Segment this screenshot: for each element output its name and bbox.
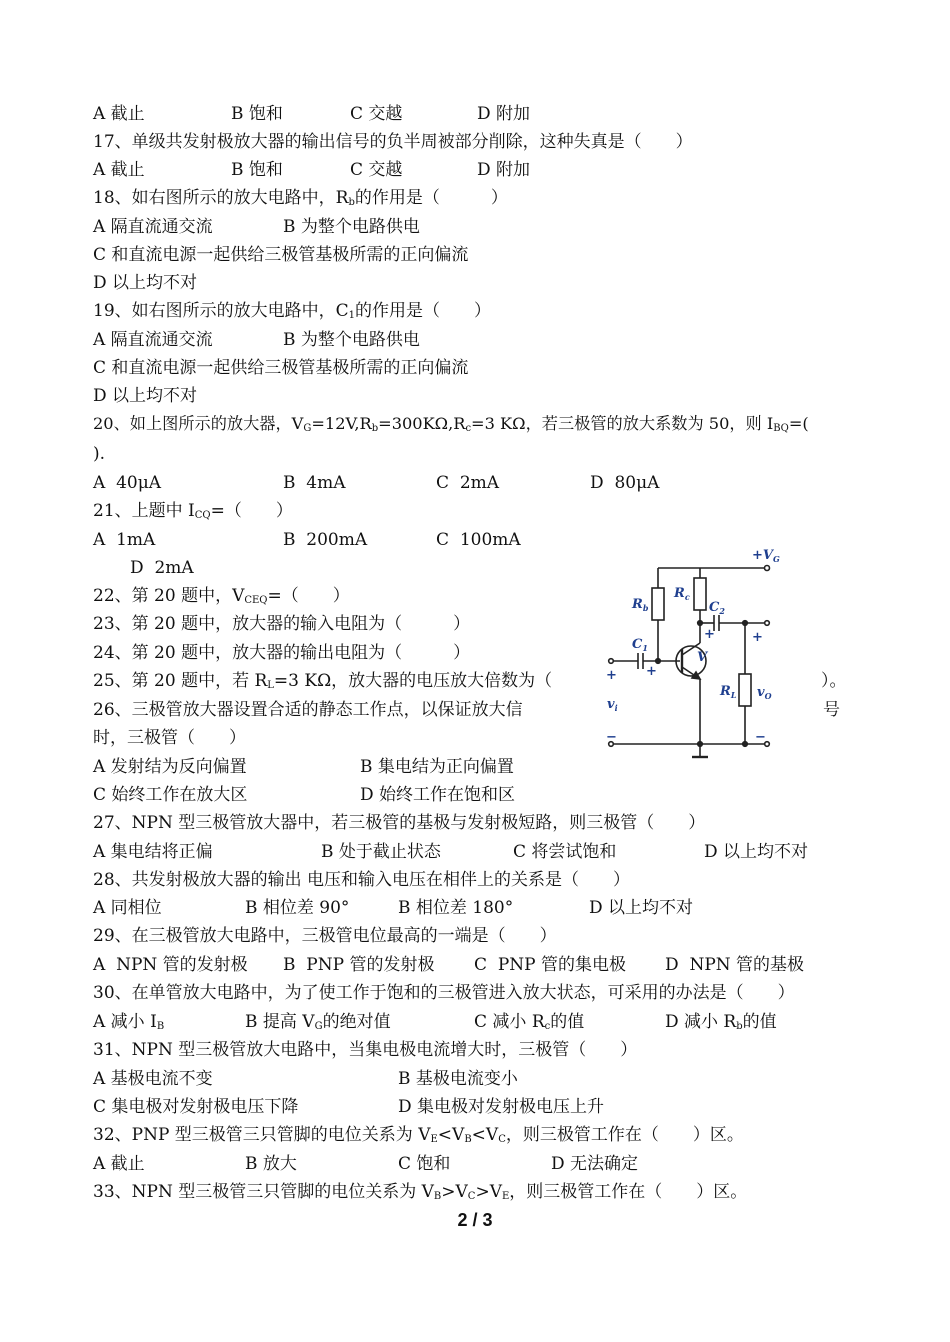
options-line xyxy=(93,326,420,354)
options-line xyxy=(93,894,694,922)
question-20-end: ). xyxy=(93,444,106,464)
option-b: B 200mA xyxy=(283,530,368,550)
question-29: 29、在三极管放大电路中，三极管电位最高的一端是（ ） xyxy=(93,926,557,946)
option-a: A 基极电流不变 xyxy=(93,1069,213,1089)
option-c: C 减小 $R_c$的值 xyxy=(474,1012,585,1032)
option-d: D 无法确定 xyxy=(551,1154,639,1174)
question-26: 26、三极管放大器设置合适的静态工作点，以保证放大信 号 xyxy=(93,700,840,720)
options-line xyxy=(93,213,420,241)
option-b: B PNP 管的发射极 xyxy=(283,955,435,975)
option-d: D 始终工作在饱和区 xyxy=(360,785,516,805)
option-c: C 交越 xyxy=(350,160,403,180)
label-c2: $C_2$ xyxy=(709,600,725,616)
options-line xyxy=(93,469,660,497)
page-number: 2 / 3 xyxy=(457,1210,493,1230)
option-a: A 减小 $I_B$ xyxy=(93,1012,165,1032)
options-line xyxy=(93,951,805,979)
question-24: 24、第 20 题中，放大器的输出电阻为（ ） xyxy=(93,643,471,663)
label-rb: $R_b$ xyxy=(632,597,649,613)
question-26-end: 时，三极管（ ） xyxy=(93,728,246,748)
option-b: B 相位差 90° xyxy=(245,898,350,918)
option-b: B 为整个电路供电 xyxy=(283,217,420,237)
options-line xyxy=(93,781,516,809)
options-line xyxy=(93,753,514,781)
input-minus-sign: − xyxy=(606,730,617,745)
option-d: D 以上均不对 xyxy=(589,898,694,918)
options-line xyxy=(93,1093,605,1121)
label-rc: $R_c$ xyxy=(674,586,690,602)
option-b: B 提高 $V_G$的绝对值 xyxy=(245,1012,391,1032)
question-18: 18、如右图所示的放大电路中，$R_b$的作用是（ ） xyxy=(93,188,508,208)
option-a: A 截止 xyxy=(93,104,145,124)
options-line xyxy=(93,1008,777,1036)
option-b: B 饱和 xyxy=(231,160,283,180)
options-line xyxy=(93,100,531,128)
question-21: 21、上题中 $I_{CQ}=$（ ） xyxy=(93,501,293,521)
option-c: C PNP 管的集电极 xyxy=(474,955,626,975)
label-c1: $C_1$ xyxy=(632,637,648,653)
option-d: D 集电极对发射极电压上升 xyxy=(398,1097,605,1117)
option-b: B 处于截止状态 xyxy=(321,842,441,862)
label-vi: $v_i$ xyxy=(607,697,618,713)
question-33: 33、NPN 型三极管三只管脚的电位关系为 $V_B>V_C>V_E$，则三极管工作在（ ）区。 xyxy=(93,1182,748,1202)
question-23: 23、第 20 题中，放大器的输入电阻为（ ） xyxy=(93,614,471,634)
c2-plus-sign: + xyxy=(704,627,715,642)
options-line xyxy=(93,156,531,184)
options-line xyxy=(93,838,809,866)
option-d: D 附加 xyxy=(477,104,531,124)
option-b: B 4mA xyxy=(283,473,346,493)
question-17: 17、单级共发射极放大器的输出信号的负半周被部分削除，这种失真是（ ） xyxy=(93,132,693,152)
option-a: A 截止 xyxy=(93,160,145,180)
question-25: 25、第 20 题中，若 $R_L=3$ KΩ，放大器的电压放大倍数为（ ）。 xyxy=(93,671,847,691)
option-c: C 集电极对发射极电压下降 xyxy=(93,1097,299,1117)
option-d: D 减小 $R_b$的值 xyxy=(665,1012,777,1032)
option-a: A 1mA xyxy=(93,530,156,550)
rl-resistor xyxy=(739,674,751,706)
output-minus-sign: − xyxy=(755,730,766,745)
question-27: 27、NPN 型三极管放大器中，若三极管的基极与发射极短路，则三极管（ ） xyxy=(93,813,706,833)
option-a: A 隔直流通交流 xyxy=(93,217,213,237)
question-19: 19、如右图所示的放大电路中，$C_1$的作用是（ ） xyxy=(93,301,492,321)
options-line xyxy=(93,1150,639,1178)
option-d: D NPN 管的基极 xyxy=(665,955,805,975)
input-plus-sign: + xyxy=(606,668,617,683)
option-a: A NPN 管的发射极 xyxy=(93,955,248,975)
c1-plus-sign: + xyxy=(646,664,657,679)
label-v: V xyxy=(697,650,708,665)
option-b: B 为整个电路供电 xyxy=(283,330,420,350)
option-c: C 100mA xyxy=(436,530,521,550)
question-22: 22、第 20 题中，$V_{CEQ}=$（ ） xyxy=(93,586,350,606)
option-d: D 80μA xyxy=(590,473,660,493)
options-line xyxy=(93,526,521,554)
option-c-line: C 和直流电源一起供给三极管基极所需的正向偏流 xyxy=(93,358,469,378)
option-a: A 发射结为反向偏置 xyxy=(93,757,247,777)
option-a: A 隔直流通交流 xyxy=(93,330,213,350)
question-31: 31、NPN 型三极管放大电路中，当集电极电流增大时，三极管（ ） xyxy=(93,1040,638,1060)
option-b: B 饱和 xyxy=(231,104,283,124)
amplifier-circuit-diagram xyxy=(600,545,795,760)
option-d-line: D 以上均不对 xyxy=(93,273,198,293)
option-d-line: D 以上均不对 xyxy=(93,386,198,406)
option-a: A 40μA xyxy=(93,473,162,493)
option-a: A 截止 xyxy=(93,1154,145,1174)
option-c: C 2mA xyxy=(436,473,500,493)
options-line xyxy=(93,1065,518,1093)
option-a: A 集电结将正偏 xyxy=(93,842,213,862)
rb-resistor xyxy=(652,588,664,620)
option-c: B 相位差 180° xyxy=(398,898,514,918)
option-b: B 集电结为正向偏置 xyxy=(360,757,514,777)
option-c: C 将尝试饱和 xyxy=(513,842,617,862)
option-b: B 放大 xyxy=(245,1154,297,1174)
supply-terminal xyxy=(765,566,770,571)
option-c-line: C 和直流电源一起供给三极管基极所需的正向偏流 xyxy=(93,245,469,265)
question-30: 30、在单管放大电路中，为了使工作于饱和的三极管进入放大状态，可采用的办法是（ ） xyxy=(93,983,795,1003)
option-c: C 始终工作在放大区 xyxy=(93,785,248,805)
rc-resistor xyxy=(694,578,706,610)
label-vg: $+V_G$ xyxy=(752,548,780,564)
question-20: 20、如上图所示的放大器，$V_G=12V,R_b=300K\Omega,R_c=3$ KΩ，若三极管的放大系数为 50，则 $I_{BQ}=$( xyxy=(93,414,809,434)
option-b: B 基极电流变小 xyxy=(398,1069,518,1089)
label-vo: $v_O$ xyxy=(757,685,772,701)
label-rl: $R_L$ xyxy=(720,684,737,700)
question-32: 32、PNP 型三极管三只管脚的电位关系为 $V_E<V_B<V_C$，则三极管工作在（ ）区。 xyxy=(93,1125,744,1145)
option-d-line: D 2mA xyxy=(130,558,194,578)
option-d: D 以上均不对 xyxy=(704,842,809,862)
question-28: 28、共发射极放大器的输出 电压和输入电压在相伴上的关系是（ ） xyxy=(93,870,631,890)
option-c: C 饱和 xyxy=(398,1154,451,1174)
output-plus-sign: + xyxy=(752,630,763,645)
option-c: C 交越 xyxy=(350,104,403,124)
option-d: D 附加 xyxy=(477,160,531,180)
option-a: A 同相位 xyxy=(93,898,162,918)
